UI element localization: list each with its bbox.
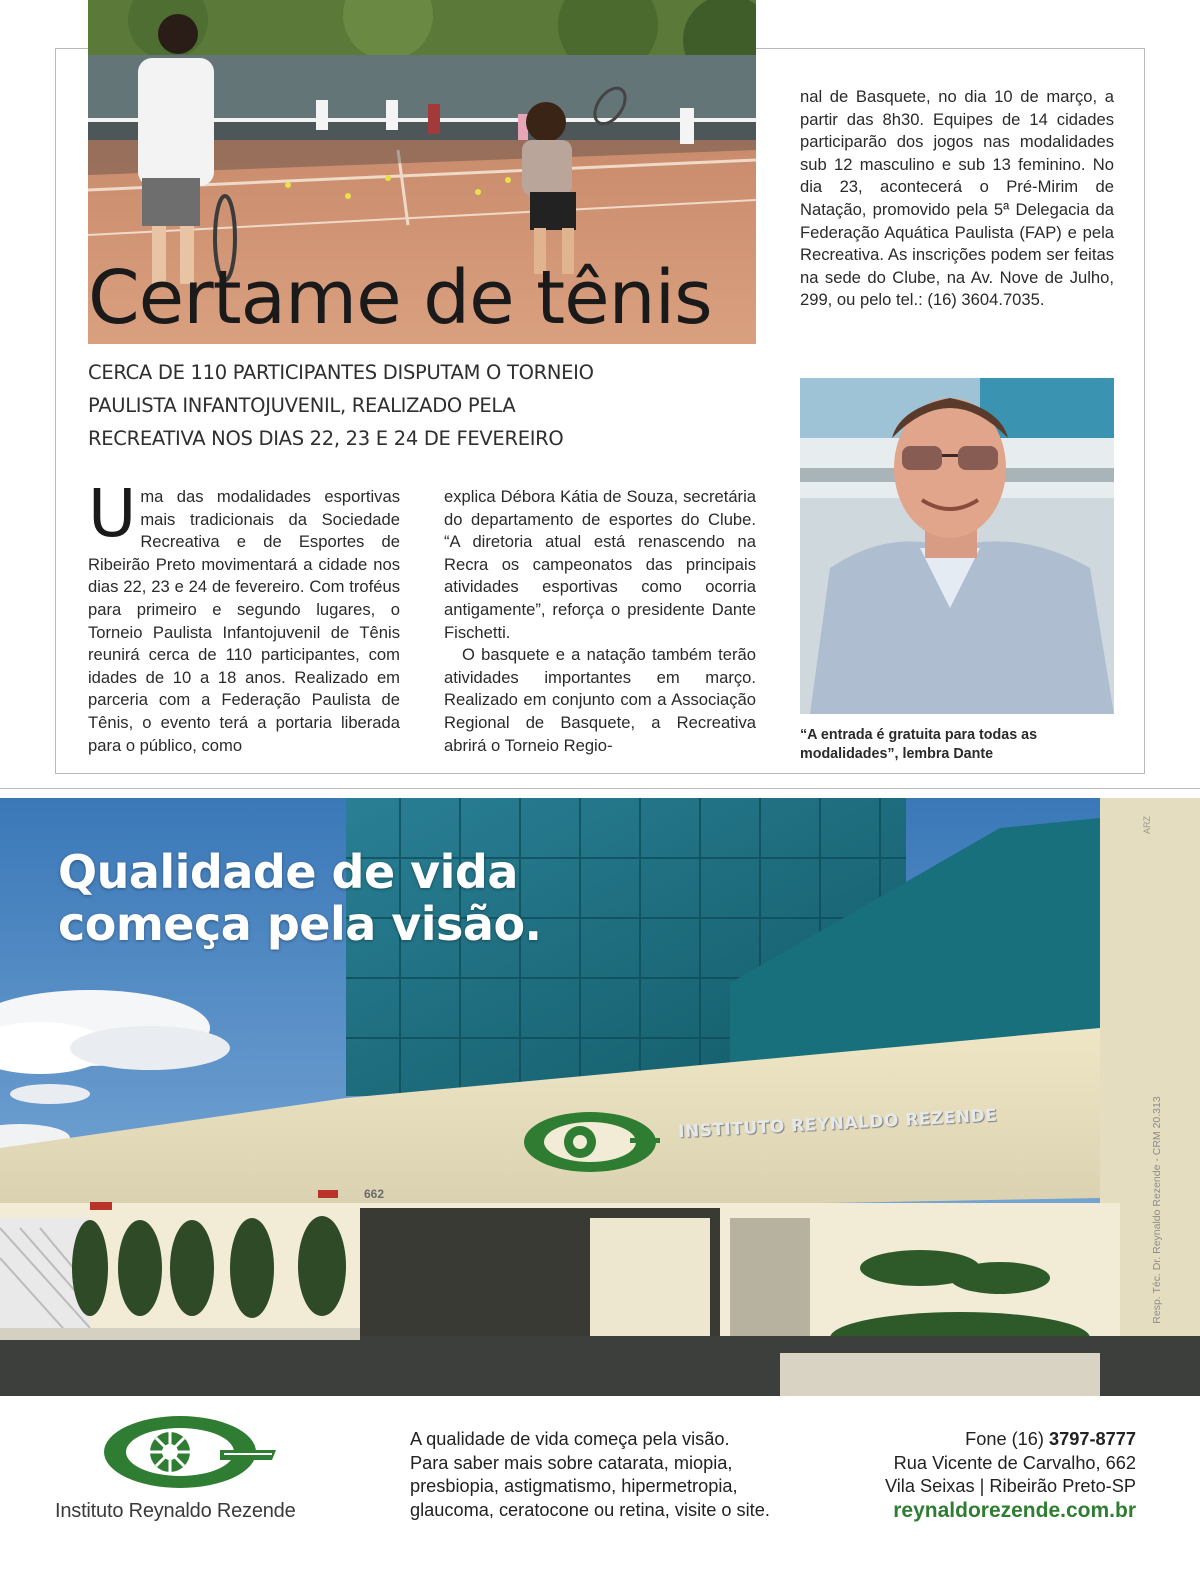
contact-block — [885, 1428, 1136, 1523]
article-headline: Certame de tênis — [88, 255, 712, 341]
subtitle-line: RECREATIVA NOS DIAS 22, 23 E 24 DE FEVEREIRO — [88, 427, 564, 450]
brand-name: Instituto Reynaldo Rezende — [55, 1500, 296, 1522]
section-divider — [0, 788, 1200, 789]
body-paragraph: explica Débora Kátia de Souza, secretária do departamento de esportes do Clube. “A diretoria atual está renascendo na Recra os campeonatos das principais atividades esportivas como ocorria antigamente”, reforça o presidente Dante Fischetti. — [444, 487, 756, 642]
phone-number[interactable]: 3797-8777 — [1049, 1429, 1136, 1449]
body-paragraph: nal de Basquete, no dia 10 de março, a partir das 8h30. Equipes de 14 cidades participarão dos jogos nas modalidades sub 12 masculino e sub 13 feminino. No dia 23, acontecerá o Pré-Mirim de Natação, promovido pela 5ª Delegacia da Federação Aquática Paulista (FAP) e pela Recreativa. As inscrições podem ser feitas na sede do Clube, na Av. Nove de Julho, 299, ou pelo tel.: (16) 3604.7035. — [800, 87, 1114, 310]
drop-cap: U — [88, 475, 137, 552]
ad-headline-line: começa pela visão. — [58, 897, 542, 951]
blurb-line: glaucoma, ceratocone ou retina, visite o site. — [410, 1499, 770, 1520]
phone-label: Fone (16) — [965, 1429, 1050, 1449]
address-line: Vila Seixas | Ribeirão Preto-SP — [884, 1476, 1136, 1496]
article-subtitle — [88, 356, 648, 455]
website-link[interactable]: reynaldorezende.com.br — [893, 1498, 1136, 1522]
body-column-middle — [444, 486, 756, 757]
body-text: ma das modalidades esportivas mais tradicionais da Sociedade Recreativa e de Esportes de Ribeirão Preto movimentará a cidade nos dias 22, 23 e 24 de fevereiro. Com troféus para primeiro e segundo lugares, o Torneio Paulista Infantojuvenil de Tênis reunirá cerca de 110 participantes, com idades de 10 a 18 anos. Realizado em parceria com a Federação Paulista de Tênis, o evento terá a portaria liberada para o público, como — [88, 487, 400, 755]
blurb-line: presbiopia, astigmatismo, hipermetropia, — [410, 1476, 738, 1496]
blurb-line: A qualidade de vida começa pela visão. — [410, 1429, 730, 1449]
ad-blurb — [410, 1428, 830, 1522]
address-line: Rua Vicente de Carvalho, 662 — [893, 1452, 1136, 1473]
body-paragraph: O basquete e a natação também terão atividades importantes em março. Realizado em conjunto com a Associação Regional de Basquete, a Recreativa abrirá o Torneio Regio- — [444, 645, 756, 755]
building-sign: INSTITUTO REYNALDO REZENDE — [677, 1105, 998, 1143]
subtitle-line: CERCA DE 110 PARTICIPANTES DISPUTAM O TORNEIO — [88, 361, 594, 384]
eye-logo-icon — [100, 1410, 280, 1494]
portrait-caption — [800, 726, 1120, 764]
ad-headline-line: Qualidade de vida — [58, 845, 518, 899]
caption-line: “A entrada é gratuita para todas as — [800, 727, 1038, 743]
blurb-line: Para saber mais sobre catarata, miopia, — [410, 1452, 733, 1473]
building-number: 662 — [364, 1187, 385, 1201]
corner-code: ARZ — [1142, 816, 1152, 834]
caption-line: modalidades”, lembra Dante — [800, 746, 994, 762]
body-column-left — [88, 475, 400, 757]
portrait-photo — [800, 378, 1114, 714]
subtitle-line: PAULISTA INFANTOJUVENIL, REALIZADO PELA — [88, 394, 516, 417]
body-column-right — [800, 86, 1114, 312]
technical-credit: Resp. Téc. Dr. Reynaldo Rezende - CRM 20.313 — [1151, 1096, 1163, 1324]
ad-headline — [58, 846, 542, 950]
